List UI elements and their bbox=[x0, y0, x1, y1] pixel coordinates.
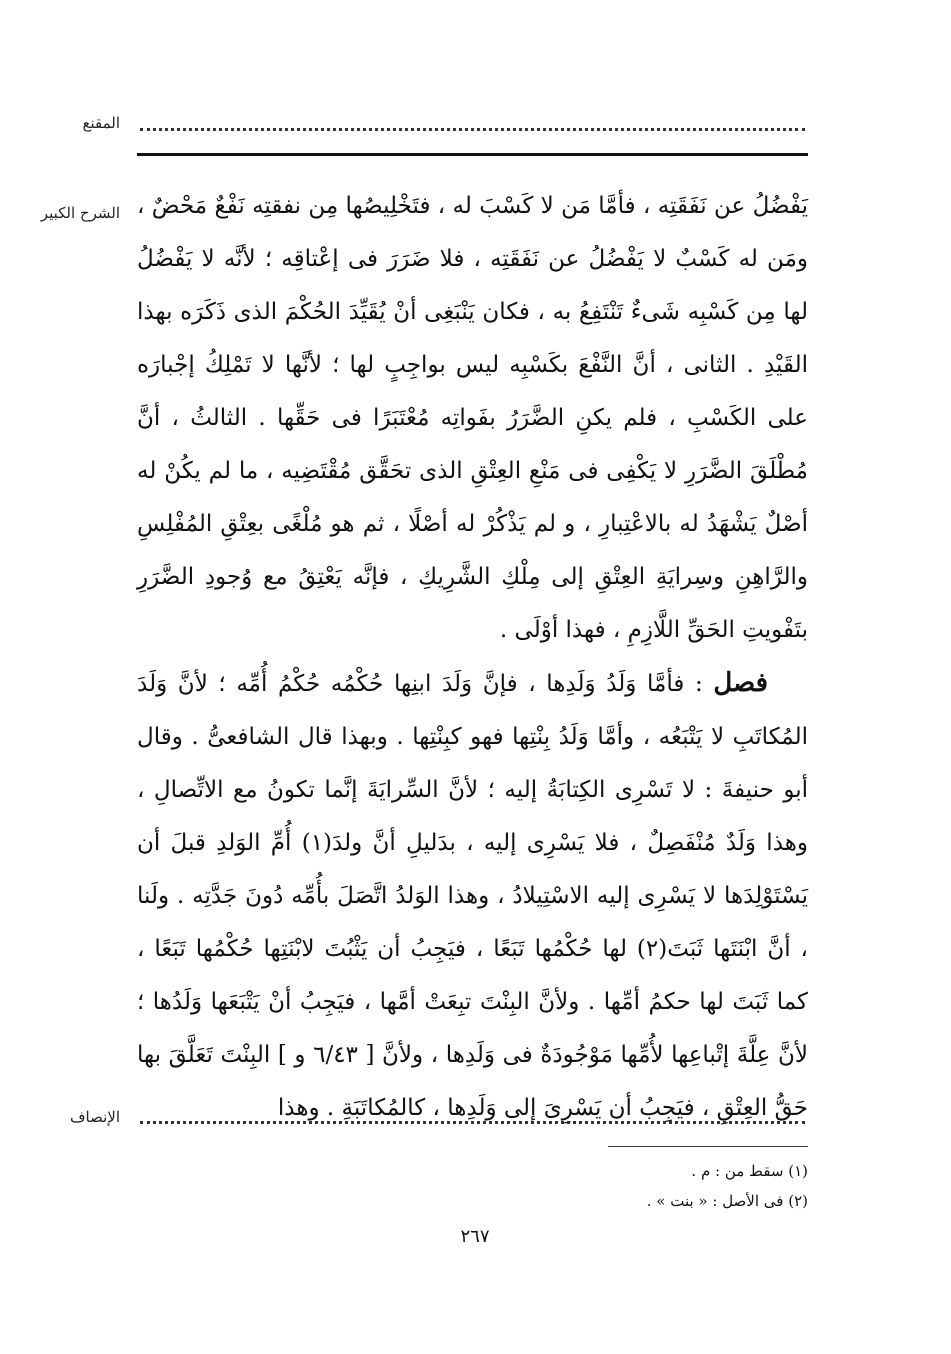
footnotes bbox=[600, 1156, 808, 1216]
header-rule bbox=[137, 153, 808, 156]
paragraph-2-text: : فأمَّا وَلَدُ وَلَدِها ، فإنَّ وَلَدَ ابنِها حُكْمُه حُكْمُ أُمِّه ؛ لأنَّ وَلَدَ المُكاتَبِ لا يَتْبَعُه ، وأمَّا وَلَدُ بِنْتِها فهو كبِنْتِها . وبهذا قال الشافعىُّ . وقال أبو حنيفةَ : لا تَسْرِى الكِتابَةُ إليه ؛ لأنَّ السِّرايَةَ إنَّما تكونُ مع الاتِّصالِ ، وهذا وَلَدٌ مُنْفَصِلٌ ، فلا يَسْرِى إليه ، بدَليلِ أنَّ ولدَ(١) أُمِّ الوَلدِ قبلَ أن يَسْتَوْلِدَها لا يَسْرِى إليه الاسْتِيلادُ ، وهذا الوَلدُ اتَّصَلَ بأُمِّه دُونَ جَدَّتِه . ولَنا ، أنَّ ابْنَتَها ثَبَتَ(٢) لها حُكْمُها تَبَعًا ، فيَجِبُ أن يَثْبُتَ لابْنَتِها حُكْمُها تَبَعًا ، كما ثَبَتَ لها حكمُ أمِّها . ولأنَّ البِنْتَ تبِعَتْ أمَّها ، فيَجِبُ أنْ يَتْبَعَها وَلَدُها ؛ لأنَّ عِلَّةَ إتْباعِها لأُمِّها مَوْجُودَةٌ فى وَلَدِها ، ولأنَّ [ ٦/٤٣ و ] البِنْتَ تَعَلَّقَ بها حَقُّ العِتْقِ ، فيَجِبُ أن يَسْرِىَ إلى وَلَدِها ، كالمُكاتَبَةِ . وهذا bbox=[137, 671, 809, 1121]
paragraph-2 bbox=[137, 657, 808, 1135]
muqni-label: المقنع bbox=[82, 114, 120, 132]
footnote-2: (٢) فى الأصل : « بنت » . bbox=[646, 1192, 808, 1210]
fasl-heading: فصل bbox=[713, 668, 768, 698]
main-text bbox=[137, 180, 809, 1121]
paragraph-1: يَفْضُلُ عن نَفَقَتِه ، فأمَّا مَن لا كَسْبَ له ، فتَخْلِيصُها مِن نفقتِه نَفْعٌ مَحْضٌ ، ومَن له كَسْبٌ لا يَفْضُلُ عن نَفَقَتِه ، فلا ضَرَرَ فى إعْتاقِه ؛ لأنَّه لا يَفْضُلُ لها مِن كَسْبِه شَىءٌ تَنْتَفِعُ به ، فكان يَنْبَغِى أنْ يُقَيِّدَ الحُكْمَ الذى ذَكَرَه بهذا القَيْدِ . الثانى ، أنَّ النَّفْعَ بكَسْبِه ليس بواجِبٍ لها ؛ لأنَّها لا تَمْلِكُ إجْبارَه على الكَسْبِ ، فلم يكنِ الضَّرَرُ بفَواتِه مُعْتَبَرًا فى حَقِّها . الثالثُ ، أنَّ مُطْلَقَ الضَّرَرِ لا يَكْفِى فى مَنْعِ العِتْقِ الذى تحَقَّق مُقْتَضِيه ، ما لم يكُنْ له أصْلٌ يَشْهَدُ له بالاعْتِبارِ ، و لم يَذْكُرْ له أصْلًا ، ثم هو مُلْغًى بعِتْقِ المُفْلِسِ والرَّاهِنِ وسِرايَةِ العِتْقِ إلى مِلْكِ الشَّرِيكِ ، فإنَّه يَعْتِقُ مع وُجودِ الضَّرَرِ بتَفْويتِ الحَقِّ اللَّازِمِ ، فهذا أوْلَى . bbox=[137, 193, 808, 643]
header-dotted-separator bbox=[140, 128, 805, 131]
insaf-label: الإنصاف bbox=[69, 1108, 120, 1126]
footnote-rule bbox=[608, 1146, 808, 1147]
sharh-kabir-label: الشرح الكبير bbox=[40, 204, 120, 222]
page-number: ٢٦٧ bbox=[460, 1226, 490, 1247]
footer-dotted-separator bbox=[140, 1121, 805, 1124]
footnote-1: (١) سقط من : م . bbox=[691, 1162, 808, 1180]
